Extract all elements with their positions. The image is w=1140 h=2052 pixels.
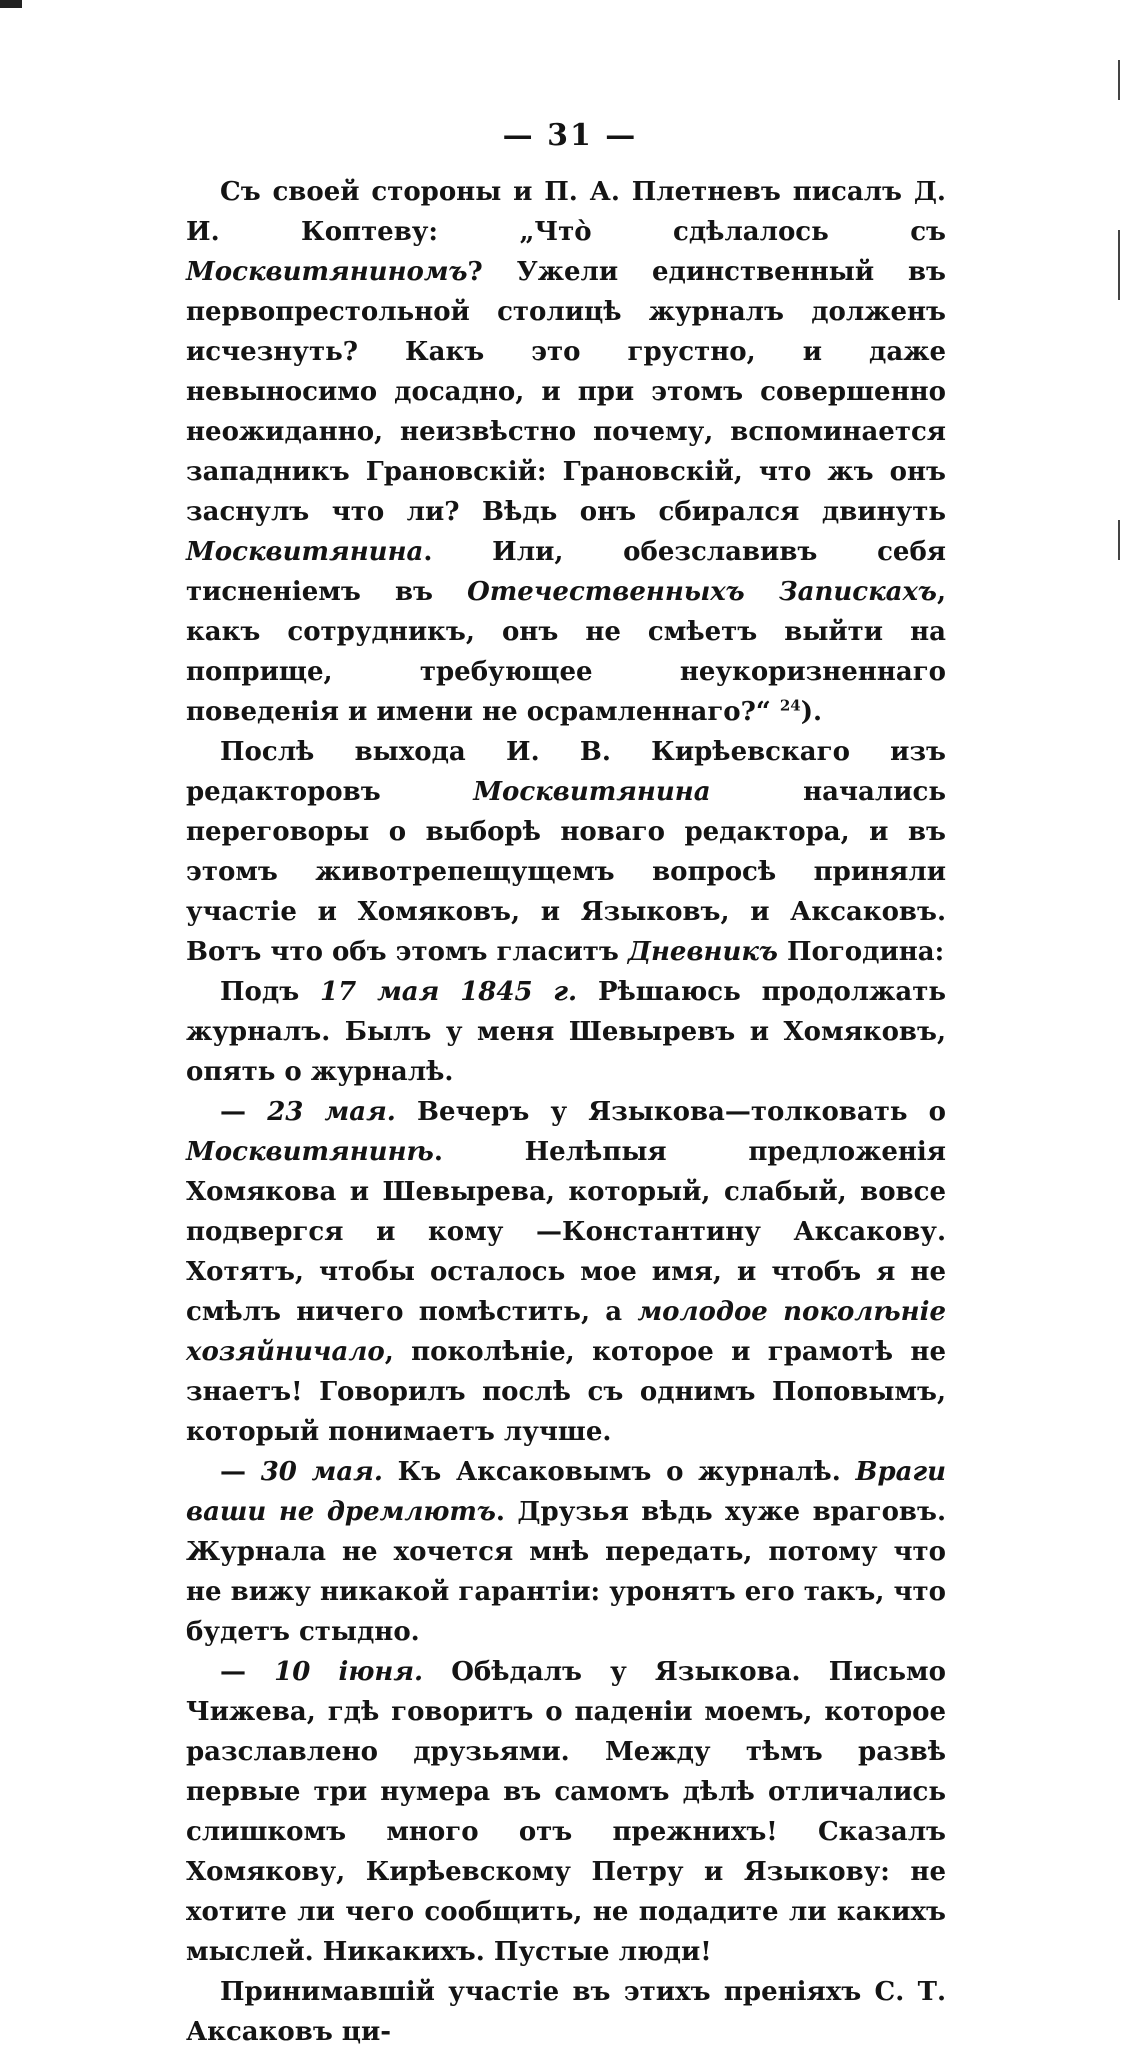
paragraph bbox=[186, 1972, 946, 2052]
text-run: , поколѣніе, которое и грамотѣ не знаетъ! Говорилъ послѣ съ однимъ Поповымъ, который понимаетъ лучше. bbox=[186, 1337, 946, 1447]
text-run: Рѣшаюсь продолжать журналъ. Былъ у меня Шевыревъ и Хомяковъ, опять о журналѣ. bbox=[186, 977, 946, 1087]
italic-text: Дневникъ bbox=[627, 937, 778, 967]
scan-edge-line bbox=[1118, 60, 1120, 100]
italic-text: Москвитяниномъ bbox=[186, 257, 468, 287]
body-text bbox=[186, 172, 946, 2052]
text-run: . Нелѣпыя предложенія Хомякова и Шевырева, который, слабый, вовсе подвергся и кому —Константину Аксакову. Хотятъ, чтобы осталось мое имя, и чтобъ я не смѣлъ ничего помѣстить, а bbox=[186, 1137, 946, 1327]
text-run: , какъ сотрудникъ, онъ не смѣетъ выйти на поприще, требующее неукоризненнаго поведенія и имени не осрамленнаго?“ bbox=[186, 577, 946, 727]
text-run: Къ Аксаковымъ о журналѣ. bbox=[382, 1457, 856, 1487]
diary-entry bbox=[186, 1092, 946, 1452]
text-run: . Друзья вѣдь хуже враговъ. Журнала не хочется мнѣ передать, потому что не вижу никакой гарантіи: уронятъ его такъ, что будетъ стыдно. bbox=[186, 1497, 946, 1647]
text-run: ? Ужели единственный въ первопрестольной столицѣ журналъ долженъ исчезнуть? Какъ это грустно, и даже невыносимо досадно, и при этомъ совершенно неожиданно, неизвѣстно почему, вспоминается западникъ Грановскій: Грановскій, что жъ онъ заснулъ что ли? Вѣдь онъ сбирался двинуть bbox=[186, 257, 946, 527]
italic-text: Москвитянина bbox=[473, 777, 711, 807]
text-run: — bbox=[220, 1097, 268, 1127]
text-run: . Или, обезславивъ себя тисненіемъ въ bbox=[186, 537, 946, 607]
italic-text: Отечественныхъ Запискахъ bbox=[467, 577, 937, 607]
text-run: Погодина: bbox=[777, 937, 945, 967]
scan-edge-line bbox=[1118, 520, 1120, 560]
italic-text: Москвитянинѣ bbox=[186, 1137, 434, 1167]
italic-text: 30 мая. bbox=[260, 1457, 383, 1487]
italic-text: молодое поколѣніе хозяйничало bbox=[186, 1297, 947, 1367]
text-run: Подъ bbox=[220, 977, 321, 1007]
diary-entry bbox=[186, 972, 946, 1092]
text-run: Обѣдалъ у Языкова. Письмо Чижева, гдѣ говоритъ о паденіи моемъ, которое разславлено друзьями. Между тѣмъ развѣ первые три нумера въ самомъ дѣлѣ отличались слишкомъ много отъ прежнихъ! Сказалъ Хомякову, Кирѣевскому Петру и Языкову: не хотите ли чего сообщить, не подадите ли какихъ мыслей. Никакихъ. Пустые люди! bbox=[186, 1657, 946, 1967]
page-number: — 31 — bbox=[502, 118, 638, 153]
text-run: — bbox=[220, 1457, 261, 1487]
text-run: Послѣ выхода И. В. Кирѣевскаго изъ редакторовъ bbox=[186, 737, 946, 807]
italic-text: Враги ваши не дремлютъ bbox=[186, 1457, 946, 1527]
text-run: ). bbox=[800, 697, 823, 727]
text-run: Принимавшій участіе въ этихъ преніяхъ С. Т. Аксаковъ ци- bbox=[186, 1977, 946, 2047]
text-run: Съ своей стороны и П. А. Плетневъ писалъ Д. И. Коптеву: „Чтò сдѣлалось съ bbox=[186, 177, 946, 247]
diary-entry bbox=[186, 1652, 946, 1972]
scan-edge-line bbox=[1118, 230, 1120, 300]
footnote-reference: 24 bbox=[779, 696, 801, 715]
scan-edge-mark bbox=[0, 0, 22, 8]
diary-entry bbox=[186, 1452, 946, 1652]
italic-text: 10 іюня. bbox=[274, 1657, 424, 1687]
text-run: начались переговоры о выборѣ новаго редактора, и въ этомъ животрепещущемъ вопросѣ приняли участіе и Хомяковъ, и Языковъ, и Аксаковъ. Вотъ что объ этомъ гласитъ bbox=[186, 777, 946, 967]
italic-text: Москвитянина bbox=[186, 537, 424, 567]
italic-text: 17 мая 1845 г. bbox=[320, 977, 578, 1007]
paragraph bbox=[186, 172, 946, 732]
italic-text: 23 мая. bbox=[267, 1097, 396, 1127]
text-run: Вечеръ у Языкова—толковать о bbox=[395, 1097, 946, 1127]
paragraph bbox=[186, 732, 946, 972]
text-run: — bbox=[220, 1657, 275, 1687]
